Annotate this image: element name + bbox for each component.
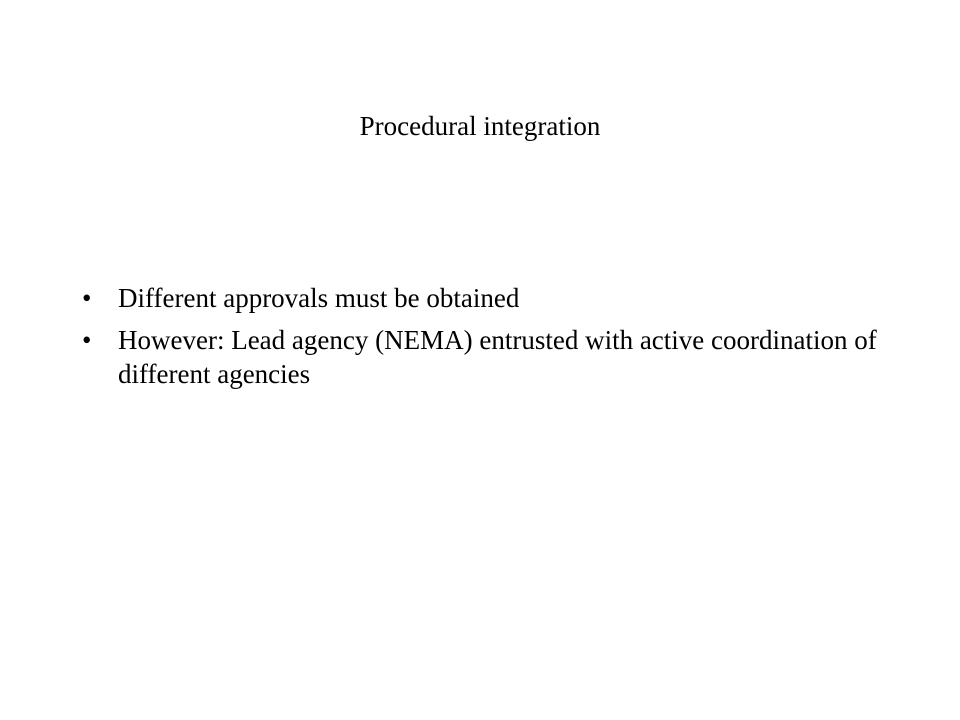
bullet-item	[82, 323, 882, 391]
bullet-text: However: Lead agency (NEMA) entrusted with active coordination of different agencies	[118, 325, 877, 389]
slide-title: Procedural integration	[359, 111, 601, 141]
bullet-icon: •	[82, 325, 92, 355]
bullet-icon: •	[82, 283, 92, 313]
bullet-text: Different approvals must be obtained	[118, 283, 520, 313]
bullet-list	[82, 281, 882, 399]
bullet-item	[82, 281, 882, 315]
